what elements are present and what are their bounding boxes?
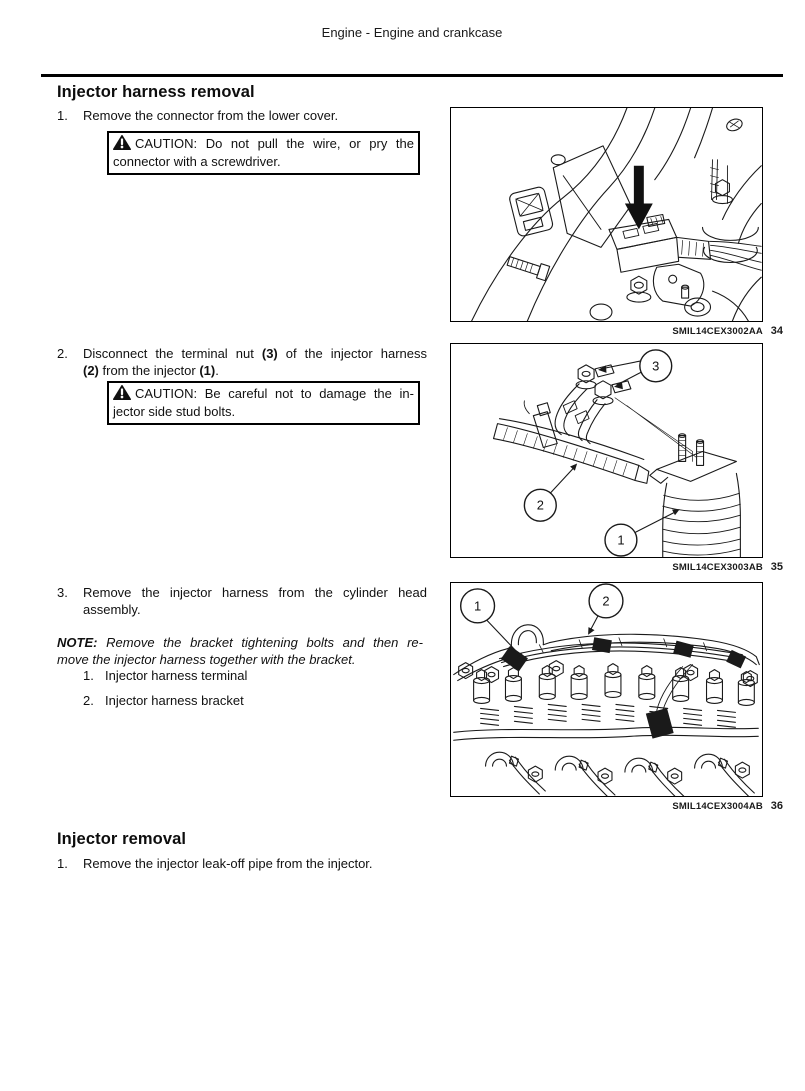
step-1-injector-removal bbox=[57, 855, 427, 872]
section-title-injector-removal: Injector removal bbox=[57, 830, 187, 848]
step-number: 2. bbox=[57, 346, 68, 361]
legend-item-1: 1. Injector harness terminal bbox=[83, 668, 248, 683]
figure-id: SMIL14CEX3002AA bbox=[672, 326, 763, 337]
callout-leader-arrows bbox=[549, 361, 679, 533]
legend-item-2: 2. Injector harness bracket bbox=[83, 693, 244, 708]
step-text-line-1: Disconnect the terminal nut (3) of the injector harness bbox=[83, 346, 427, 361]
note-line-2: move the injector harness together with the bracket. bbox=[57, 652, 356, 668]
figure-id: SMIL14CEX3004AB bbox=[672, 801, 763, 812]
figure-caption-2 bbox=[450, 561, 783, 574]
figure-illustration-cylinder-head bbox=[451, 583, 762, 796]
figure-number: 36 bbox=[770, 800, 783, 812]
figure-caption-3 bbox=[450, 800, 783, 813]
step-number: 1. bbox=[57, 856, 68, 871]
caution-line-1 bbox=[113, 135, 414, 153]
note-label: NOTE: bbox=[57, 635, 98, 650]
injector-drawing bbox=[650, 434, 741, 557]
caution-box-1 bbox=[107, 131, 420, 175]
figure-number: 35 bbox=[770, 561, 783, 573]
bracket-drawing bbox=[551, 146, 631, 248]
caution-line-2: connector with a screwdriver. bbox=[113, 153, 281, 169]
engine-contours bbox=[472, 108, 762, 321]
figure-illustration-terminal bbox=[451, 344, 762, 557]
pointer-arrow bbox=[625, 166, 653, 230]
warning-triangle-icon bbox=[113, 135, 131, 150]
svg-text:1: 1 bbox=[617, 532, 625, 548]
callout-1 bbox=[461, 589, 495, 623]
callout-1 bbox=[605, 524, 637, 556]
figure-id: SMIL14CEX3003AB bbox=[672, 562, 763, 573]
figure-frame-1 bbox=[450, 107, 763, 322]
figure-caption-1 bbox=[450, 325, 783, 338]
svg-text:2: 2 bbox=[602, 593, 610, 609]
page-header: Engine - Engine and crankcase bbox=[321, 25, 503, 40]
caution-line-1 bbox=[113, 385, 414, 403]
engine-hardware-drawing bbox=[590, 160, 758, 320]
section-title-harness-removal: Injector harness removal bbox=[57, 83, 255, 101]
step-number: 3. bbox=[57, 585, 68, 600]
note-line-1: NOTE: Remove the bracket tightening bolts and then re- bbox=[57, 635, 423, 650]
step-text-line-2: (2) from the injector (1). bbox=[83, 363, 219, 379]
callout-2 bbox=[524, 489, 556, 521]
step-text-line-2: assembly. bbox=[83, 602, 141, 618]
callout-3 bbox=[640, 350, 672, 382]
step-2 bbox=[57, 345, 427, 380]
svg-text:2: 2 bbox=[536, 497, 544, 513]
note-paragraph bbox=[57, 634, 423, 669]
caution-line-2: jector side stud bolts. bbox=[113, 403, 236, 419]
step-text: Remove the injector leak-off pipe from the injector. bbox=[83, 856, 373, 871]
svg-text:3: 3 bbox=[652, 358, 660, 374]
callout-2 bbox=[589, 584, 623, 618]
lower-cover-connector-drawing bbox=[609, 215, 761, 273]
figure-number: 34 bbox=[770, 325, 783, 337]
harness-connectors-drawing bbox=[501, 637, 746, 738]
caution-text: CAUTION: Be careful not to damage the in- bbox=[135, 386, 414, 401]
svg-text:1: 1 bbox=[474, 598, 482, 614]
step-text: Remove the connector from the lower cover. bbox=[83, 108, 339, 123]
caution-box-2 bbox=[107, 381, 420, 425]
step-1 bbox=[57, 107, 427, 124]
stud-bolt-drawing bbox=[506, 254, 549, 281]
step-text-line-1: Remove the injector harness from the cylinder head bbox=[83, 585, 427, 600]
figure-frame-3 bbox=[450, 582, 763, 797]
warning-triangle-icon bbox=[113, 385, 131, 400]
step-number: 1. bbox=[57, 108, 68, 123]
caution-text: CAUTION: Do not pull the wire, or pry the bbox=[135, 136, 414, 151]
step-3 bbox=[57, 584, 427, 619]
figure-illustration-connector bbox=[451, 108, 762, 321]
header-rule bbox=[41, 74, 783, 77]
terminal-wires-drawing bbox=[555, 365, 696, 462]
figure-frame-2 bbox=[450, 343, 763, 558]
